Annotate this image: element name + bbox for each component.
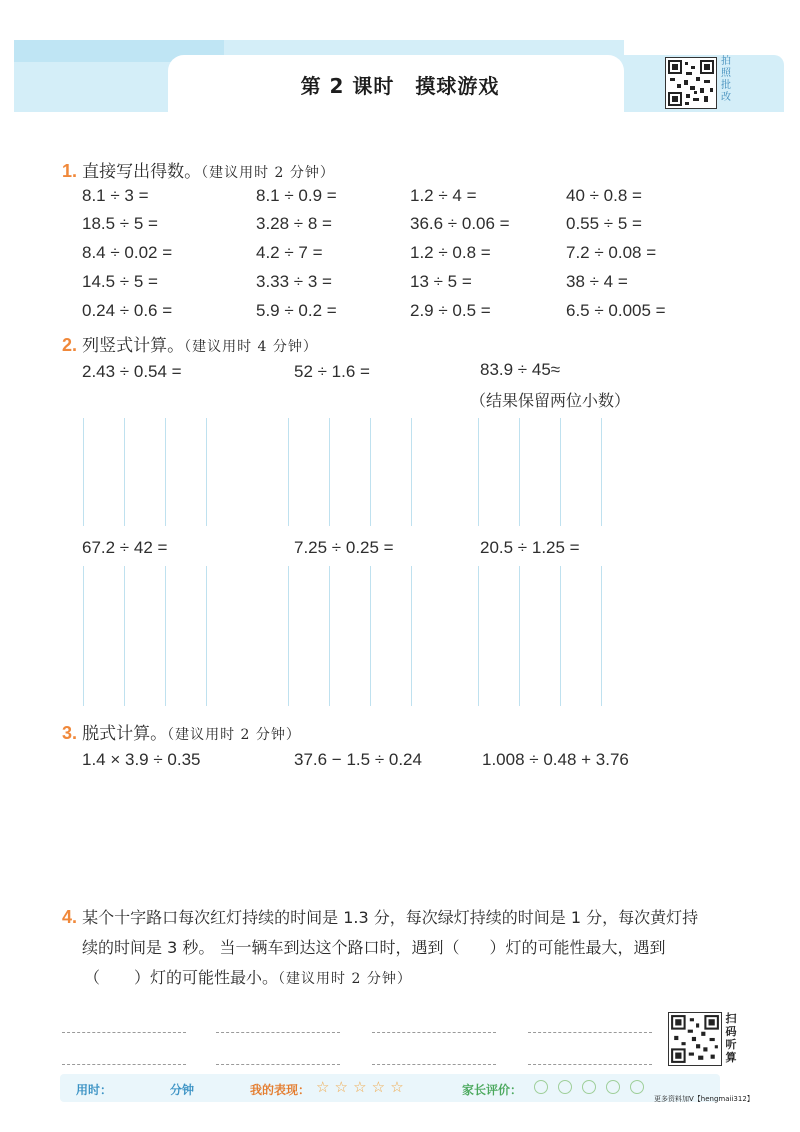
section-title: 脱式计算。 <box>82 724 168 744</box>
equation: 36.6 ÷ 0.06 = <box>410 214 510 233</box>
grid-line <box>478 566 479 706</box>
rounding-hint: （结果保留两位小数） <box>470 391 631 410</box>
question-text-line: ）灯的可能性最大，遇到 <box>489 938 666 957</box>
section-number: 1. <box>62 161 78 181</box>
section-number: 3. <box>62 723 78 743</box>
grid-line <box>165 418 166 526</box>
equation: 0.24 ÷ 0.6 = <box>82 301 173 320</box>
grid-line <box>560 418 561 526</box>
grid-line <box>519 418 520 526</box>
equation: 8.4 ÷ 0.02 = <box>82 243 173 262</box>
stepwise-calc-problem: 1.008 ÷ 0.48 + 3.76 <box>482 750 629 769</box>
grid-line <box>519 566 520 706</box>
qr-code-icon[interactable] <box>668 1012 722 1066</box>
section-number: 4. <box>62 907 78 927</box>
equation: 14.5 ÷ 5 = <box>82 272 158 291</box>
grid-line <box>411 566 412 706</box>
equation: 3.33 ÷ 3 = <box>256 272 332 291</box>
section-title: 直接写出得数。 <box>82 162 202 182</box>
vertical-calc-problem: 83.9 ÷ 45≈ <box>480 360 561 379</box>
star-icon[interactable]: ☆ <box>353 1078 367 1096</box>
vertical-calc-problem: 67.2 ÷ 42 = <box>82 538 168 557</box>
section-4-question <box>62 902 752 994</box>
vertical-calc-problem: 7.25 ÷ 0.25 = <box>294 538 394 557</box>
section-time-note: （建议用时 2 分钟） <box>278 971 412 987</box>
grid-line <box>411 418 412 526</box>
grid-line <box>288 418 289 526</box>
grid-line <box>83 418 84 526</box>
grid-line <box>329 566 330 706</box>
section-time-note: （建议用时 2 分钟） <box>167 727 301 743</box>
time-unit: 分钟 <box>170 1083 195 1097</box>
qr-code-icon[interactable] <box>665 57 717 109</box>
equation: 18.5 ÷ 5 = <box>82 214 158 233</box>
answer-line[interactable] <box>528 1032 652 1033</box>
star-icon[interactable]: ☆ <box>371 1078 386 1096</box>
equation: 1.2 ÷ 4 = <box>410 186 477 205</box>
qr-side-label: 拍 照 批 改 <box>721 56 731 103</box>
question-text-line: 续的时间是 3 秒。 当一辆车到达这个路口时，遇到（ <box>82 938 460 957</box>
grid-line <box>370 566 371 706</box>
equation: 5.9 ÷ 0.2 = <box>256 301 337 320</box>
vertical-calc-problem: 52 ÷ 1.6 = <box>294 362 370 381</box>
vertical-calc-problem: 2.43 ÷ 0.54 = <box>82 362 182 381</box>
grid-line <box>83 566 84 706</box>
equation: 6.5 ÷ 0.005 = <box>566 301 666 320</box>
rating-stars[interactable] <box>316 1077 404 1096</box>
question-text-line: 某个十字路口每次红灯持续的时间是 1.3 分，每次绿灯持续的时间是 1 分，每次黄灯持 <box>82 908 699 927</box>
equation: 38 ÷ 4 = <box>566 272 628 291</box>
smiley-icon[interactable] <box>582 1080 596 1094</box>
grid-line <box>288 566 289 706</box>
grid-line <box>206 566 207 706</box>
section-2-heading <box>62 331 318 356</box>
equation: 4.2 ÷ 7 = <box>256 243 323 262</box>
equation: 8.1 ÷ 0.9 = <box>256 186 337 205</box>
answer-line[interactable] <box>216 1064 340 1065</box>
star-icon[interactable]: ☆ <box>316 1078 330 1096</box>
answer-line[interactable] <box>62 1032 186 1033</box>
section-time-note: （建议用时 4 分钟） <box>184 339 318 355</box>
grid-line <box>124 418 125 526</box>
equation: 8.1 ÷ 3 = <box>82 186 149 205</box>
grid-line <box>370 418 371 526</box>
time-label: 用时： <box>76 1083 113 1097</box>
watermark-note: 更多资料加V【hengmaii312】 <box>654 1095 754 1103</box>
stepwise-calc-problem: 1.4 × 3.9 ÷ 0.35 <box>82 750 201 769</box>
answer-line[interactable] <box>528 1064 652 1065</box>
stepwise-calc-problem: 37.6 − 1.5 ÷ 0.24 <box>294 750 422 769</box>
equation: 0.55 ÷ 5 = <box>566 214 642 233</box>
answer-line[interactable] <box>372 1064 496 1065</box>
performance-label: 我的表现： <box>250 1083 311 1097</box>
section-3-heading <box>62 719 301 744</box>
grid-line <box>124 566 125 706</box>
smiley-icon[interactable] <box>534 1080 548 1094</box>
equation: 40 ÷ 0.8 = <box>566 186 642 205</box>
page-title: 第 2 课时 摸球游戏 <box>300 74 500 98</box>
section-time-note: （建议用时 2 分钟） <box>201 165 335 181</box>
equation: 3.28 ÷ 8 = <box>256 214 332 233</box>
equation: 7.2 ÷ 0.08 = <box>566 243 657 262</box>
smiley-icon[interactable] <box>558 1080 572 1094</box>
equation: 1.2 ÷ 0.8 = <box>410 243 491 262</box>
answer-line[interactable] <box>216 1032 340 1033</box>
qr-listen-label: 扫 码 听 算 <box>725 1012 737 1064</box>
section-1-heading <box>62 157 335 182</box>
grid-line <box>478 418 479 526</box>
grid-line <box>206 418 207 526</box>
answer-line[interactable] <box>372 1032 496 1033</box>
parent-rating-faces[interactable] <box>534 1080 644 1094</box>
section-number: 2. <box>62 335 78 355</box>
equation: 13 ÷ 5 = <box>410 272 472 291</box>
grid-line <box>601 566 602 706</box>
grid-line <box>601 418 602 526</box>
grid-line <box>560 566 561 706</box>
parent-review-label: 家长评价： <box>462 1083 523 1097</box>
equation: 2.9 ÷ 0.5 = <box>410 301 491 320</box>
grid-line <box>165 566 166 706</box>
smiley-icon[interactable] <box>606 1080 620 1094</box>
grid-line <box>329 418 330 526</box>
section-title: 列竖式计算。 <box>82 336 185 356</box>
star-icon[interactable]: ☆ <box>390 1078 404 1096</box>
star-icon[interactable]: ☆ <box>334 1078 348 1096</box>
answer-line[interactable] <box>62 1064 186 1065</box>
question-text-line: ）灯的可能性最小。 <box>134 968 279 987</box>
question-text-line: （ <box>84 968 101 987</box>
vertical-calc-problem: 20.5 ÷ 1.25 = <box>480 538 580 557</box>
smiley-icon[interactable] <box>630 1080 644 1094</box>
